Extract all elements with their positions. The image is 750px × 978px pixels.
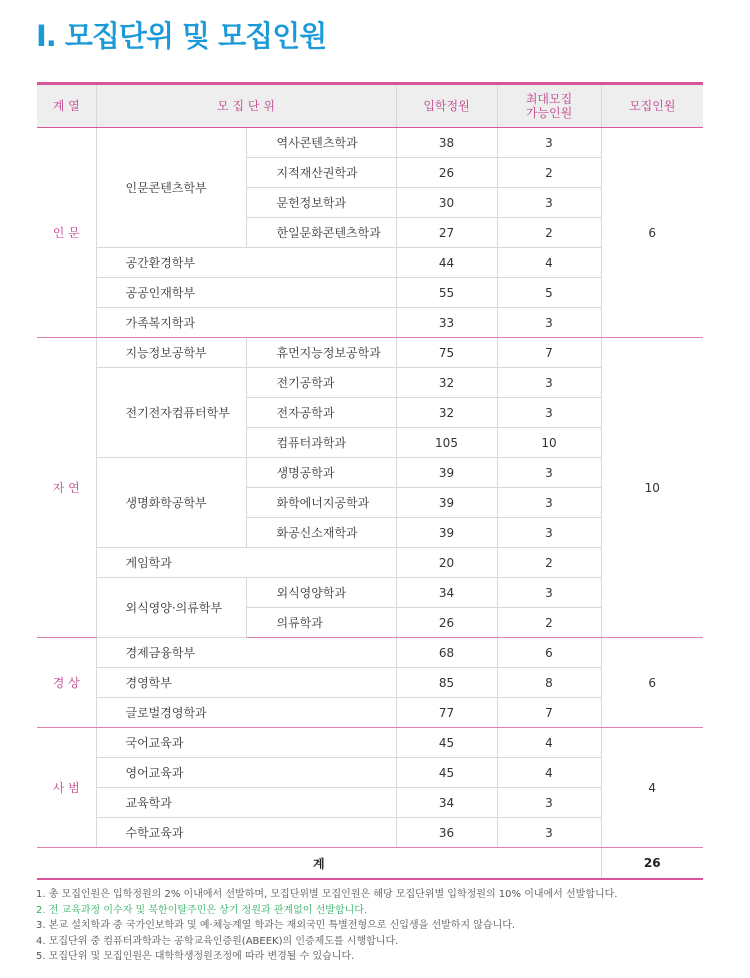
dept-name: 전자공학과 bbox=[246, 398, 396, 428]
quota-value: 55 bbox=[396, 278, 497, 308]
quota-value: 32 bbox=[396, 398, 497, 428]
dept-name: 화공신소재학과 bbox=[246, 518, 396, 548]
page-title: Ⅰ. 모집단위 및 모집인원 bbox=[36, 19, 327, 53]
unit-name: 글로벌경영학과 bbox=[96, 698, 396, 728]
max-value: 10 bbox=[497, 428, 601, 458]
unit-name: 게임학과 bbox=[96, 548, 396, 578]
dept-name: 역사콘텐츠학과 bbox=[246, 128, 396, 158]
recruit-science: 10 bbox=[601, 338, 703, 638]
dept-name: 휴먼지능정보공학과 bbox=[246, 338, 396, 368]
header-quota: 입학정원 bbox=[396, 84, 497, 128]
unit-name: 교육학과 bbox=[96, 788, 396, 818]
max-value: 3 bbox=[497, 128, 601, 158]
dept-name: 외식영양학과 bbox=[246, 578, 396, 608]
dept-name: 한일문화콘텐츠학과 bbox=[246, 218, 396, 248]
max-value: 3 bbox=[497, 578, 601, 608]
table-header-row bbox=[37, 84, 703, 128]
total-value: 26 bbox=[601, 848, 703, 880]
header-max-line1: 최대모집 bbox=[525, 92, 573, 106]
table-row bbox=[37, 638, 703, 668]
footnote-5: 5. 모집단위 및 모집인원은 대학학생정원조정에 따라 변경될 수 있습니다. bbox=[36, 951, 355, 962]
max-value: 3 bbox=[497, 188, 601, 218]
school-name: 인문콘텐츠학부 bbox=[96, 128, 246, 248]
unit-name: 공공인재학부 bbox=[96, 278, 396, 308]
max-value: 4 bbox=[497, 248, 601, 278]
recruit-humanities: 6 bbox=[601, 128, 703, 338]
max-value: 8 bbox=[497, 668, 601, 698]
footnote-1: 1. 총 모집인원은 입학정원의 2% 이내에서 선발하며, 모집단위별 모집인원은 해당 모집단위별 입학정원의 10% 이내에서 선발합니다. bbox=[36, 889, 618, 900]
school-name: 지능정보공학부 bbox=[96, 338, 246, 368]
max-value: 2 bbox=[497, 218, 601, 248]
max-value: 3 bbox=[497, 368, 601, 398]
quota-value: 34 bbox=[396, 788, 497, 818]
quota-value: 44 bbox=[396, 248, 497, 278]
max-value: 7 bbox=[497, 698, 601, 728]
header-max-line2: 가능인원 bbox=[525, 106, 573, 120]
unit-name: 영어교육과 bbox=[96, 758, 396, 788]
quota-value: 26 bbox=[396, 158, 497, 188]
dept-name: 컴퓨터과학과 bbox=[246, 428, 396, 458]
unit-name: 공간환경학부 bbox=[96, 248, 396, 278]
footnote-3: 3. 본교 설치학과 중 국가인보학과 및 예·체능계열 학과는 재외국민 특별전형으로 신입생을 선발하지 않습니다. bbox=[36, 920, 516, 931]
quota-value: 45 bbox=[396, 758, 497, 788]
header-category: 계 열 bbox=[37, 84, 96, 128]
quota-value: 105 bbox=[396, 428, 497, 458]
unit-name: 경영학부 bbox=[96, 668, 396, 698]
table-row bbox=[37, 338, 703, 368]
max-value: 3 bbox=[497, 308, 601, 338]
quota-value: 32 bbox=[396, 368, 497, 398]
quota-value: 77 bbox=[396, 698, 497, 728]
max-value: 3 bbox=[497, 518, 601, 548]
table-row bbox=[37, 728, 703, 758]
quota-value: 27 bbox=[396, 218, 497, 248]
max-value: 3 bbox=[497, 818, 601, 848]
quota-value: 39 bbox=[396, 518, 497, 548]
quota-value: 39 bbox=[396, 488, 497, 518]
header-unit: 모 집 단 위 bbox=[96, 84, 396, 128]
quota-value: 45 bbox=[396, 728, 497, 758]
max-value: 6 bbox=[497, 638, 601, 668]
unit-name: 가족복지학과 bbox=[96, 308, 396, 338]
category-education: 사 범 bbox=[37, 728, 96, 848]
total-row bbox=[37, 848, 703, 880]
quota-value: 33 bbox=[396, 308, 497, 338]
recruitment-table bbox=[37, 82, 703, 880]
dept-name: 화학에너지공학과 bbox=[246, 488, 396, 518]
dept-name: 문헌정보학과 bbox=[246, 188, 396, 218]
dept-name: 의류학과 bbox=[246, 608, 396, 638]
unit-name: 국어교육과 bbox=[96, 728, 396, 758]
dept-name: 생명공학과 bbox=[246, 458, 396, 488]
max-value: 3 bbox=[497, 788, 601, 818]
quota-value: 36 bbox=[396, 818, 497, 848]
quota-value: 38 bbox=[396, 128, 497, 158]
max-value: 3 bbox=[497, 398, 601, 428]
category-humanities: 인 문 bbox=[37, 128, 96, 338]
quota-value: 85 bbox=[396, 668, 497, 698]
school-name: 생명화학공학부 bbox=[96, 458, 246, 548]
table-row bbox=[37, 128, 703, 158]
quota-value: 68 bbox=[396, 638, 497, 668]
footnote-4: 4. 모집단위 중 컴퓨터과학과는 공학교육인증원(ABEEK)의 인증제도를 시행합니다. bbox=[36, 935, 399, 947]
quota-value: 75 bbox=[396, 338, 497, 368]
dept-name: 지적재산권학과 bbox=[246, 158, 396, 188]
dept-name: 전기공학과 bbox=[246, 368, 396, 398]
total-label: 계 bbox=[312, 856, 325, 871]
category-science: 자 연 bbox=[37, 338, 96, 638]
footnote-2: 2. 전 교육과정 이수자 및 북한이탈주민은 상기 정원과 관계없이 선발합니다. bbox=[36, 904, 368, 916]
footnotes bbox=[36, 887, 618, 965]
max-value: 2 bbox=[497, 158, 601, 188]
quota-value: 39 bbox=[396, 458, 497, 488]
quota-value: 34 bbox=[396, 578, 497, 608]
unit-name: 경제금융학부 bbox=[96, 638, 396, 668]
max-value: 3 bbox=[497, 488, 601, 518]
max-value: 3 bbox=[497, 458, 601, 488]
unit-name: 수학교육과 bbox=[96, 818, 396, 848]
category-business: 경 상 bbox=[37, 638, 96, 728]
header-max bbox=[497, 84, 601, 128]
max-value: 4 bbox=[497, 758, 601, 788]
quota-value: 20 bbox=[396, 548, 497, 578]
quota-value: 30 bbox=[396, 188, 497, 218]
quota-value: 26 bbox=[396, 608, 497, 638]
recruit-business: 6 bbox=[601, 638, 703, 728]
recruit-education: 4 bbox=[601, 728, 703, 848]
max-value: 2 bbox=[497, 608, 601, 638]
max-value: 4 bbox=[497, 728, 601, 758]
school-name: 외식영양·의류학부 bbox=[96, 578, 246, 638]
max-value: 2 bbox=[497, 548, 601, 578]
header-recruit: 모집인원 bbox=[601, 84, 703, 128]
max-value: 5 bbox=[497, 278, 601, 308]
school-name: 전기전자컴퓨터학부 bbox=[96, 368, 246, 458]
max-value: 7 bbox=[497, 338, 601, 368]
